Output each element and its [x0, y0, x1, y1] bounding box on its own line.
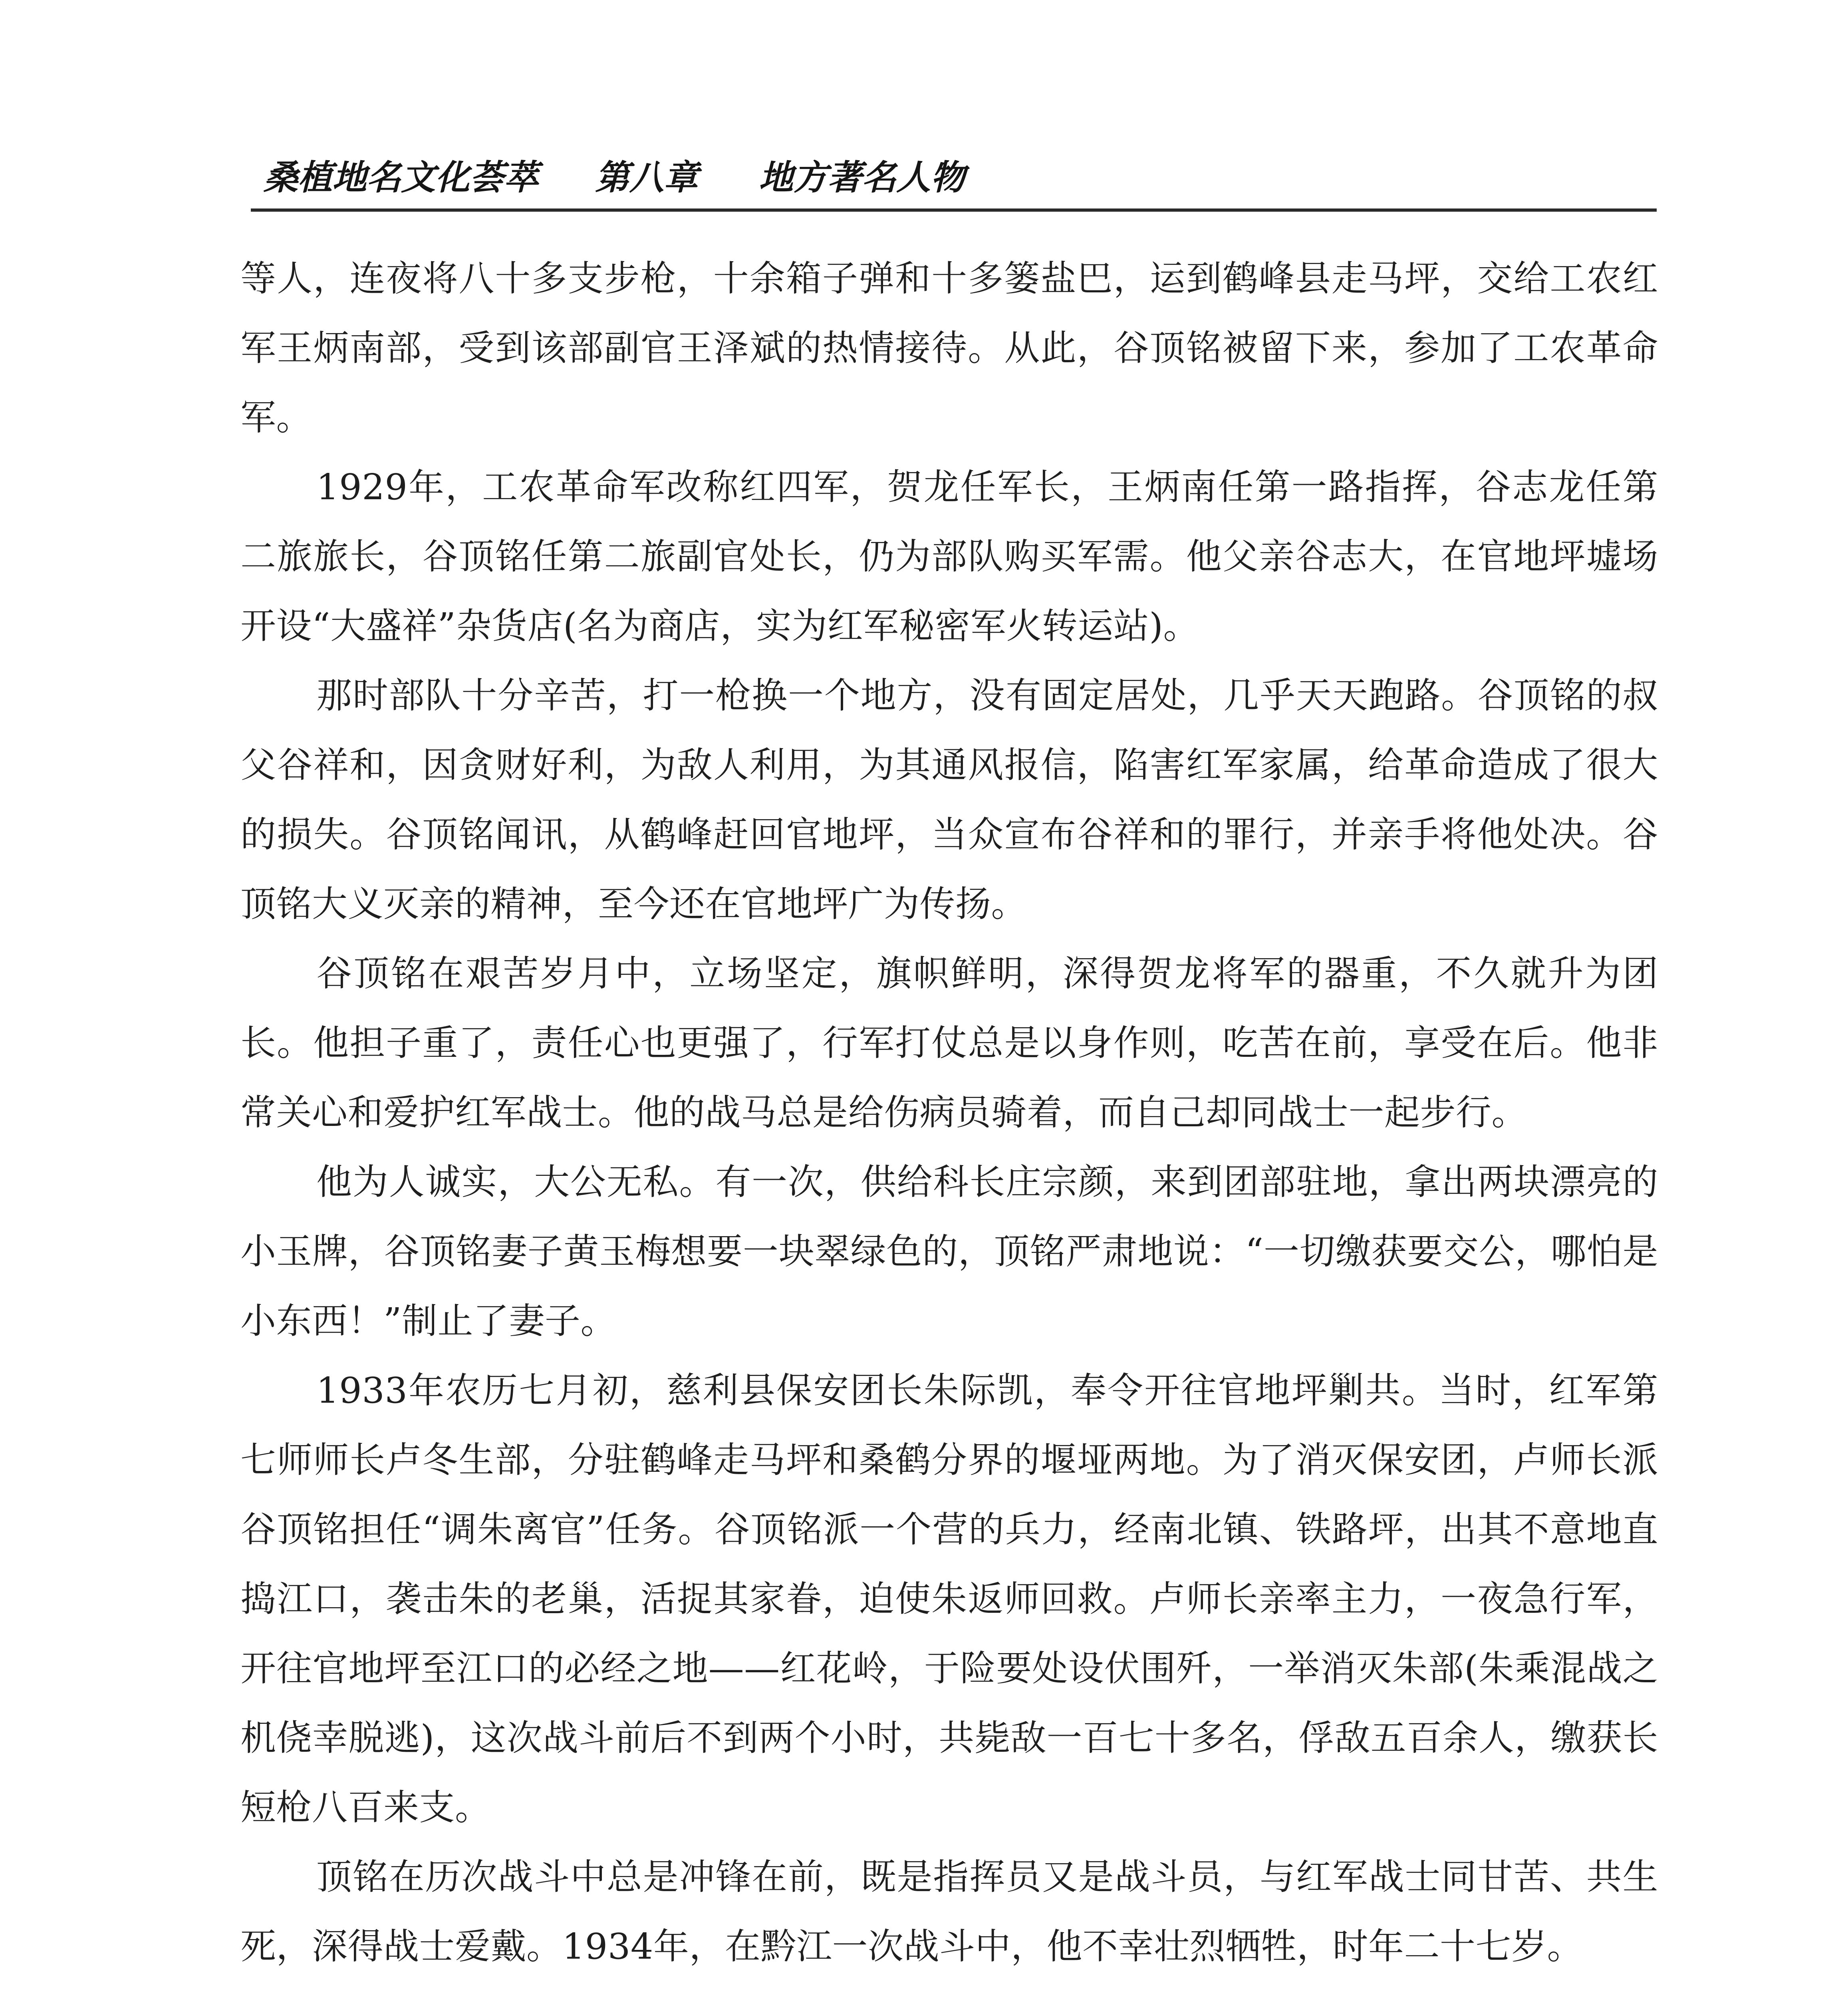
paragraph: 1929年，工农革命军改称红四军，贺龙任军长，王炳南任第一路指挥，谷志龙任第二旅旅长，谷顶铭任第二旅副官处长，仍为部队购买军需。他父亲谷志大，在官地坪墟场开设“大盛祥”杂货店(名为商店，实为红军秘密军火转运站)。: [240, 466, 1658, 647]
body-text: [240, 244, 1658, 1981]
paragraph: 1933年农历七月初，慈利县保安团长朱际凯，奉令开往官地坪剿共。当时，红军第七师师长卢冬生部，分驻鹤峰走马坪和桑鹤分界的堰垭两地。为了消灭保安团，卢师长派谷顶铭担任“调朱离官”任务。谷顶铭派一个营的兵力，经南北镇、铁路坪，出其不意地直捣江口，袭击朱的老巢，活捉其家眷，迫使朱返师回救。卢师长亲率主力，一夜急行军，开往官地坪至江口的必经之地——红花岭，于险要处设伏围歼，一举消灭朱部(朱乘混战之机侥幸脱逃)，这次战斗前后不到两个小时，共毙敌一百七十多名，俘敌五百余人，缴获长短枪八百来支。: [240, 1370, 1658, 1828]
paragraph: 那时部队十分辛苦，打一枪换一个地方，没有固定居处，几乎天天跑路。谷顶铭的叔父谷祥和，因贪财好利，为敌人利用，为其通风报信，陷害红军家属，给革命造成了很大的损失。谷顶铭闻讯，从鹤峰赶回官地坪，当众宣布谷祥和的罪行，并亲手将他处决。谷顶铭大义灭亲的精神，至今还在官地坪广为传扬。: [240, 675, 1658, 925]
paragraph: 顶铭在历次战斗中总是冲锋在前，既是指挥员又是战斗员，与红军战士同甘苦、共生死，深得战士爱戴。1934年，在黔江一次战斗中，他不幸壮烈牺牲，时年二十七岁。: [240, 1856, 1658, 1967]
header-rule: [251, 208, 1657, 212]
paragraph-continued: 等人，连夜将八十多支步枪，十余箱子弹和十多篓盐巴，运到鹤峰县走马坪，交给工农红军王炳南部，受到该部副官王泽斌的热情接待。从此，谷顶铭被留下来，参加了工农革命军。: [240, 258, 1658, 438]
header-section: 地方著名人物: [759, 158, 965, 198]
header-chapter: 第八章: [595, 158, 698, 198]
paragraph: 他为人诚实，大公无私。有一次，供给科长庄宗颜，来到团部驻地，拿出两块漂亮的小玉牌，谷顶铭妻子黄玉梅想要一块翠绿色的，顶铭严肃地说：“一切缴获要交公，哪怕是小东西！”制止了妻子。: [240, 1161, 1658, 1342]
paragraph: 谷顶铭在艰苦岁月中，立场坚定，旗帜鲜明，深得贺龙将军的器重，不久就升为团长。他担子重了，责任心也更强了，行军打仗总是以身作则，吃苦在前，享受在后。他非常关心和爱护红军战士。他的战马总是给伤病员骑着，而自己却同战士一起步行。: [240, 953, 1658, 1133]
running-header: [264, 154, 1661, 202]
header-book-title: 桑植地名文化荟萃: [264, 158, 538, 198]
